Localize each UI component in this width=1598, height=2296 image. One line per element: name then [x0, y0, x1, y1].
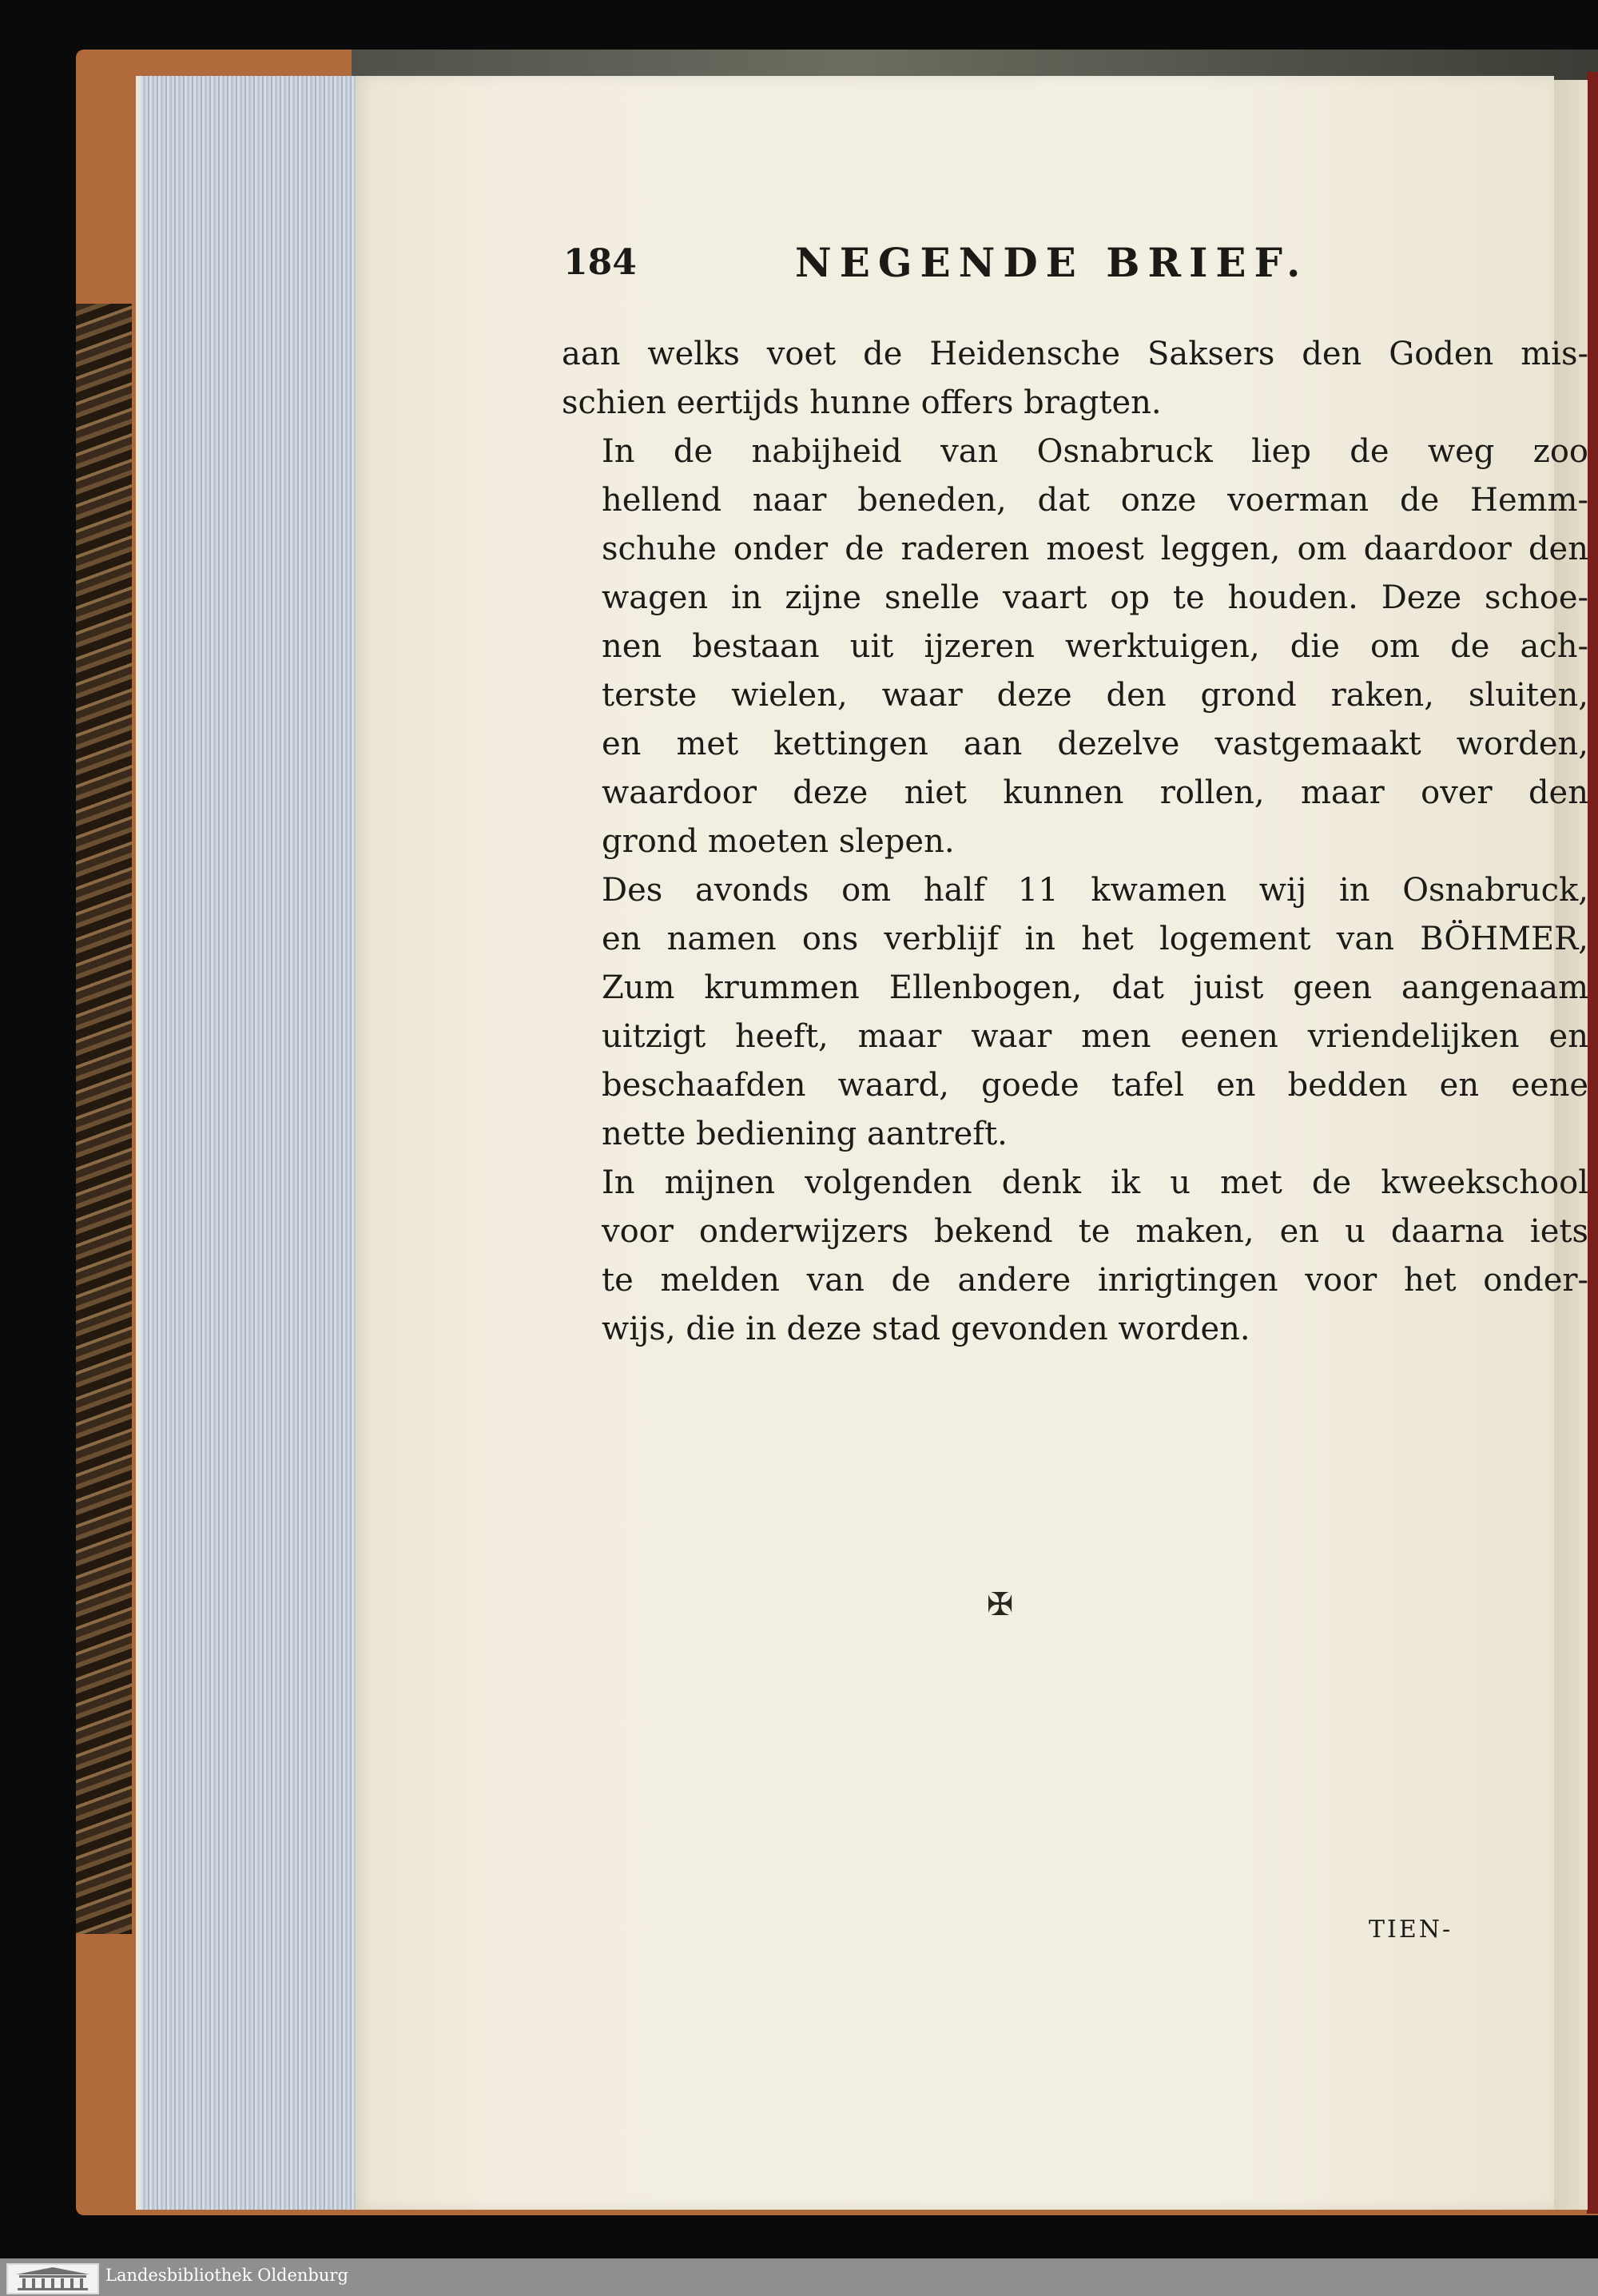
- book-page: [356, 76, 1588, 2210]
- text-line: en namen ons verblijf in het logement van BÖHMER,: [602, 921, 1588, 957]
- paragraph-1: [562, 330, 1588, 428]
- footer-bar: [0, 2258, 1598, 2296]
- text-line: wijs, die in deze stad gevonden worden.: [602, 1311, 1250, 1347]
- text-line: uitzigt heeft, maar waar men eenen vriendelijken en: [602, 1018, 1588, 1055]
- page-fore-edge: [136, 76, 364, 2210]
- running-head: [563, 239, 1594, 306]
- text-line: grond moeten slepen.: [602, 823, 955, 860]
- facing-page-edge: [1587, 72, 1598, 2214]
- chapter-title: NEGENDE BRIEF.: [795, 239, 1309, 286]
- text-line: te melden van de andere inrigtingen voor het onder-: [602, 1262, 1588, 1299]
- text-line: schuhe onder de raderen moest leggen, om daardoor den: [602, 531, 1588, 567]
- text-line: en met kettingen aan dezelve vastgemaakt worden,: [602, 726, 1588, 762]
- body-text: [562, 330, 1588, 1354]
- library-name[interactable]: Landesbibliothek Oldenburg: [105, 2266, 348, 2285]
- paragraph-3: [562, 866, 1588, 1159]
- text-line: aan welks voet de Heidensche Saksers den Goden mis-: [562, 336, 1588, 372]
- text-line: beschaafden waard, goede tafel en bedden en eene: [602, 1067, 1588, 1104]
- text-line: terste wielen, waar deze den grond raken, sluiten,: [602, 677, 1588, 714]
- text-line: voor onderwijzers bekend te maken, en u daarna iets: [602, 1213, 1588, 1250]
- page-number: 184: [563, 242, 637, 283]
- paragraph-4: [562, 1159, 1588, 1354]
- text-line: waardoor deze niet kunnen rollen, maar over den: [602, 774, 1588, 811]
- library-logo-icon[interactable]: [6, 2263, 99, 2294]
- text-line: Zum krummen Ellenbogen, dat juist geen aangenaam: [602, 969, 1588, 1006]
- text-line: wagen in zijne snelle vaart op te houden. Deze schoe-: [602, 579, 1588, 616]
- text-line: nen bestaan uit ijzeren werktuigen, die om de ach-: [602, 628, 1588, 665]
- text-line: nette bediening aantreft.: [602, 1116, 1008, 1152]
- ornament-icon: ✠: [987, 1586, 1014, 1623]
- paragraph-2: [562, 428, 1588, 866]
- text-line: In de nabijheid van Osnabruck liep de weg zoo: [602, 433, 1588, 470]
- text-line: Des avonds om half 11 kwamen wij in Osnabruck,: [602, 872, 1588, 909]
- text-line: hellend naar beneden, dat onze voerman de Hemm-: [602, 482, 1588, 519]
- marbled-board: [76, 304, 132, 1934]
- text-line: schien eertijds hunne offers bragten.: [562, 384, 1162, 421]
- catchword: TIEN-: [1369, 1916, 1453, 1944]
- text-line: In mijnen volgenden denk ik u met de kweekschool: [602, 1164, 1588, 1201]
